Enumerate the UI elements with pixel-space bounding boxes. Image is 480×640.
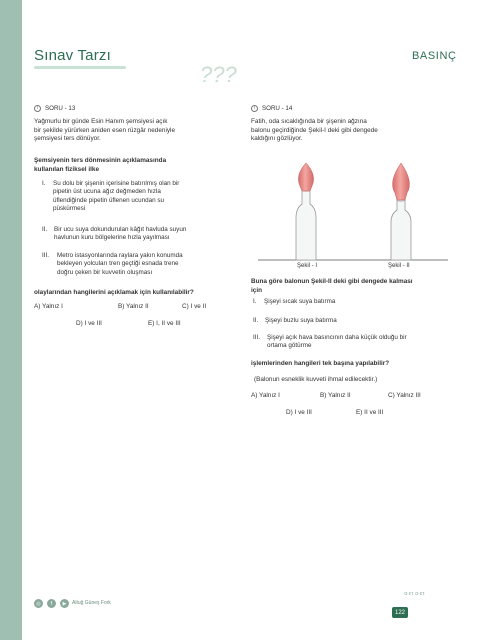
section-title-underline (34, 66, 126, 69)
q14-item-number: I. (253, 298, 257, 305)
bottles-balloons-figure (258, 160, 448, 265)
answer-key-code: 13-D 14-D (404, 591, 425, 596)
q14-note: (Balonun esneklik kuvveti ihmal edilecektir.) (254, 376, 378, 383)
q14-item-number: III. (253, 334, 260, 341)
footer-brand: Altuğ Güneş Fork (72, 600, 111, 606)
q14-intro-line: kaldığını gözlüyor. (251, 135, 303, 143)
balloon-2 (393, 163, 410, 200)
q14-prompt-line: Buna göre balonun Şekil-II deki gibi dengede kalması (251, 278, 413, 285)
q14-intro (251, 118, 378, 144)
left-decorative-strip (0, 0, 22, 640)
q14-prompt-line: için (251, 286, 263, 294)
q13-option-e[interactable]: E) I, II ve III (148, 320, 181, 327)
q13-item-line: Metro istasyonlarında raylara yakın konumda (57, 252, 183, 259)
q13-item-2 (42, 226, 186, 243)
q14-header (251, 105, 292, 112)
q14-item-line: ortama götürme (267, 342, 312, 350)
q14-option-a[interactable]: A) Yalnız I (251, 392, 280, 399)
q14-item-number: II. (253, 317, 259, 324)
q13-label: SORU - 13 (45, 105, 76, 112)
q13-prompt-line: kullanılan fiziksel ilke (34, 165, 99, 173)
q13-intro-line: Yağmurlu bir günde Esin Hanım şemsiyesi açık (34, 118, 168, 125)
q14-option-d[interactable]: D) I ve III (286, 409, 312, 416)
q14-item-2 (253, 317, 337, 325)
q13-item-line: üflendiğinde pipetin üflenen ucundan su (53, 196, 164, 204)
q14-item-line: Şişeyi sıcak suya batırma (264, 298, 336, 305)
q13-prompt-line: Şemsiyenin ters dönmesinin açıklamasında (34, 157, 167, 164)
q13-item-line: havlunun kuru bölgelerine hızla yayılması (54, 234, 170, 242)
q14-option-b[interactable]: B) Yalnız II (320, 392, 351, 399)
q14-option-e[interactable]: E) II ve III (356, 409, 384, 416)
topic-title: BASINÇ (412, 50, 457, 62)
q14-item-1 (253, 298, 335, 306)
balloon-1 (298, 163, 313, 191)
q13-item-line: pipetin üst ucuna ağız değmeden hızla (53, 188, 161, 196)
q13-intro-line: şemsiyesi ters dönüyor. (34, 135, 101, 143)
q13-option-c[interactable]: C) I ve II (182, 303, 207, 310)
info-icon: i (251, 105, 258, 112)
q13-item-3 (42, 252, 183, 277)
q14-prompt (251, 278, 413, 295)
q13-question: olaylarından hangilerini açıklamak için kullanılabilir? (34, 289, 194, 296)
q13-item-line: püskürmesi (53, 205, 86, 213)
youtube-icon[interactable]: ▶ (60, 599, 69, 608)
q14-label: SORU - 14 (262, 105, 293, 112)
q13-item-line: Bir ucu suya dokundurulan kâğıt havluda suyun (54, 226, 187, 233)
q13-prompt (34, 157, 166, 174)
section-title: Sınav Tarzı (34, 47, 111, 64)
q13-item-1 (42, 180, 179, 214)
q14-question: işlemlerinden hangileri tek başına yapılabilir? (251, 360, 390, 367)
q13-option-a[interactable]: A) Yalnız I (34, 303, 63, 310)
bottle-figure-1 (296, 163, 316, 260)
figure-label-2: Şekil - II (388, 263, 410, 269)
question-marks-decoration: ??? (200, 62, 237, 87)
facebook-icon[interactable]: f (47, 599, 56, 608)
q13-item-line: bekleyen yolcuları tren geçtiği esnada trene (57, 260, 179, 268)
q14-option-c[interactable]: C) Yalnız III (388, 392, 421, 399)
q14-item-line: Şişeyi açık hava basıncının daha küçük olduğu bir (267, 334, 407, 341)
q13-intro (34, 118, 175, 144)
q13-item-line: Su dolu bir şişenin içerisine batırılmış olan bir (53, 180, 180, 187)
q13-intro-line: bir şekilde yürürken aniden esen rüzgâr nedeniyle (34, 126, 176, 134)
q14-intro-line: balonu geçirdiğinde Şekil-I deki gibi dengede (251, 126, 378, 134)
figure-label-1: Şekil - I (297, 263, 318, 269)
q13-option-b[interactable]: B) Yalnız II (118, 303, 149, 310)
q13-item-number: I. (42, 180, 46, 187)
page-number: 122 (392, 607, 408, 618)
q13-header (34, 105, 75, 112)
instagram-icon[interactable]: ◎ (34, 599, 43, 608)
q14-item-3 (253, 334, 407, 351)
q13-item-number: II. (42, 226, 48, 233)
bottle-figure-2 (391, 163, 411, 260)
q14-item-line: Şişeyi buzlu suya batırma (265, 317, 337, 324)
q13-option-d[interactable]: D) I ve III (76, 320, 102, 327)
q13-item-number: III. (42, 252, 49, 259)
info-icon: i (34, 105, 41, 112)
q14-intro-line: Fatih, oda sıcaklığında bir şişenin ağzına (251, 118, 367, 125)
q13-item-line: doğru çeken bir kuvvetin oluşması (57, 268, 153, 276)
